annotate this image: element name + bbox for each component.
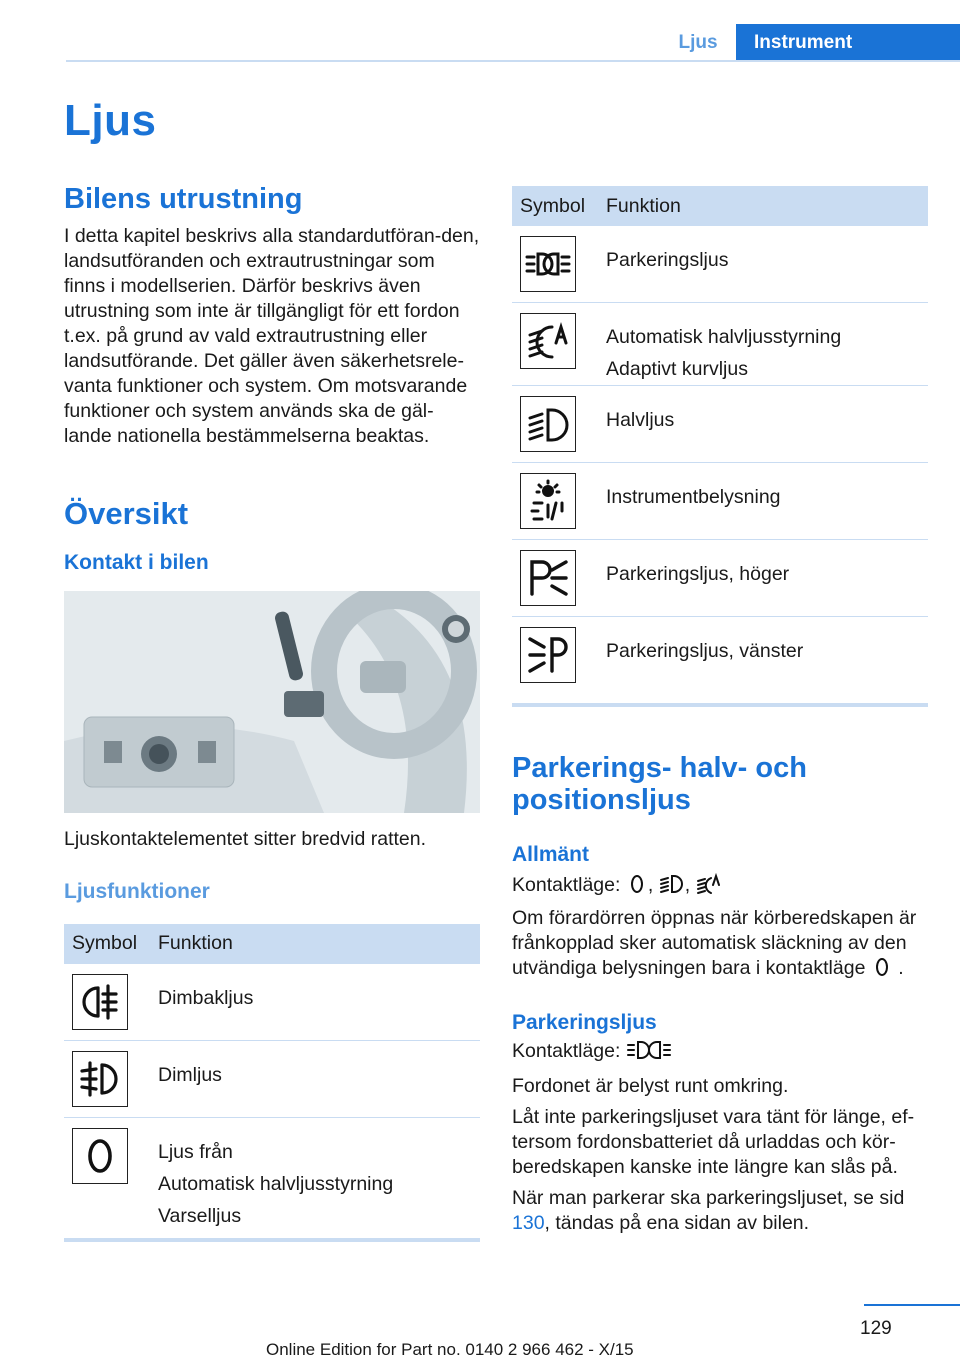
general-text-part: Om förardörren öppnas när körberedskapen är frånkopplad sker automatisk släckning av den utvändiga belysningen bara i kontaktläge: [512, 906, 917, 979]
overview-heading: Översikt: [64, 495, 189, 531]
parking-heading: Parkerings- halv- och positionsljus: [512, 752, 807, 816]
page-title: Ljus: [64, 96, 157, 145]
row-text: Automatisk halvljusstyrning: [158, 1172, 394, 1195]
general-text: [512, 906, 928, 985]
row-text: Parkeringsljus: [606, 249, 729, 271]
table-row: [512, 540, 928, 617]
row-text: Dimbakljus: [158, 986, 254, 1009]
light-functions-table: [64, 924, 480, 1232]
separator: ,: [647, 873, 654, 896]
parking-light-left-icon: [520, 627, 576, 683]
equipment-heading: Bilens utrustning: [64, 183, 303, 215]
table-row: [64, 1117, 480, 1232]
row-text: Halvljus: [606, 409, 675, 431]
col-function-header: Funktion: [606, 186, 928, 226]
table-bottom-rule: [512, 703, 928, 707]
equipment-text: I detta kapitel beskrivs alla standardutföran-den, landsutföranden och extrautrustningar som finns i modellserien. Därför beskrivs även utrustning som inte är tillgängligt för ett fordon t.ex. på grund av vald extrautrustning eller landsutförande. Det gäller även säkerhetsrele-vanta funktioner och system. Om motsvarande funktioner och system används ska de gäl-lande nationella bestämmelserna beaktas.: [64, 224, 480, 447]
table-row: [512, 617, 928, 694]
separator: ,: [684, 873, 691, 896]
rear-fog-light-icon: [72, 974, 128, 1030]
auto-headlight-icon: [520, 313, 576, 369]
switch-label: Kontaktläge:: [512, 873, 621, 896]
right-column: [512, 186, 928, 1236]
row-text: Dimljus: [158, 1063, 222, 1086]
table-row: [64, 1040, 480, 1117]
row-text: Instrumentbelysning: [606, 486, 781, 508]
parking-light-right-icon: [520, 550, 576, 606]
parking-light-icon: [626, 1039, 672, 1068]
front-fog-light-icon: [72, 1051, 128, 1107]
parkinglight-p3: [512, 1186, 928, 1236]
table-row: [512, 463, 928, 540]
footer-rule: [864, 1304, 960, 1306]
col-symbol-header: Symbol: [512, 186, 606, 226]
lights-off-icon: [871, 956, 893, 985]
row-text: Automatisk halvljusstyrning: [606, 326, 842, 348]
parkinglight-p3-b: , tändas på ena sidan av bilen.: [544, 1211, 810, 1234]
functions-heading: Ljusfunktioner: [64, 879, 210, 903]
col-symbol-header: Symbol: [64, 924, 158, 964]
general-switch-line: [512, 873, 928, 902]
general-text-end: .: [898, 956, 904, 979]
low-beam-icon: [520, 396, 576, 452]
switch-label: Kontaktläge:: [512, 1039, 621, 1062]
contact-heading: Kontakt i bilen: [64, 550, 209, 574]
lights-off-icon: [72, 1128, 128, 1184]
light-symbols-table: [512, 186, 928, 693]
general-heading: Allmänt: [512, 842, 590, 866]
table-row: [512, 386, 928, 463]
instrument-lighting-icon: [520, 473, 576, 529]
parkinglight-p1: Fordonet är belyst runt omkring.: [512, 1074, 789, 1097]
row-text: Parkeringsljus, höger: [606, 563, 790, 585]
parking-light-icon: [520, 236, 576, 292]
header-tab-instrument[interactable]: Instrument: [736, 24, 960, 62]
edition-text: Online Edition for Part no. 0140 2 966 462 - X/15: [266, 1340, 634, 1359]
low-beam-icon: [659, 873, 685, 902]
parkinglight-switch-line: [512, 1039, 928, 1068]
lights-off-icon: [626, 873, 648, 902]
col-function-header: Funktion: [158, 924, 480, 964]
parkinglight-heading: Parkeringsljus: [512, 1010, 657, 1034]
table-row: [512, 226, 928, 303]
table-row: [512, 303, 928, 386]
table-bottom-rule: [64, 1238, 480, 1242]
photo-caption: Ljuskontaktelementet sitter bredvid ratten.: [64, 827, 427, 850]
row-text: Adaptivt kurvljus: [606, 358, 748, 380]
page-link-130[interactable]: 130: [512, 1211, 545, 1234]
auto-headlight-icon: [696, 873, 722, 902]
table-row: [64, 964, 480, 1041]
header-tab-ljus[interactable]: Ljus: [678, 32, 718, 53]
page-number: 129: [860, 1318, 892, 1339]
left-column: [64, 184, 482, 1242]
header-rule: [66, 60, 960, 62]
light-switch-photo: [64, 591, 480, 813]
row-text: Parkeringsljus, vänster: [606, 640, 804, 662]
parkinglight-p2: Låt inte parkeringsljuset vara tänt för länge, ef-tersom fordonsbatteriet då urladdas och kör-beredskapen kanske inte längre kan slås på.: [512, 1105, 915, 1178]
row-text: Varselljus: [158, 1204, 242, 1227]
row-text: Ljus från: [158, 1140, 233, 1163]
parkinglight-p3-a: När man parkerar ska parkeringsljuset, se sid: [512, 1186, 905, 1209]
